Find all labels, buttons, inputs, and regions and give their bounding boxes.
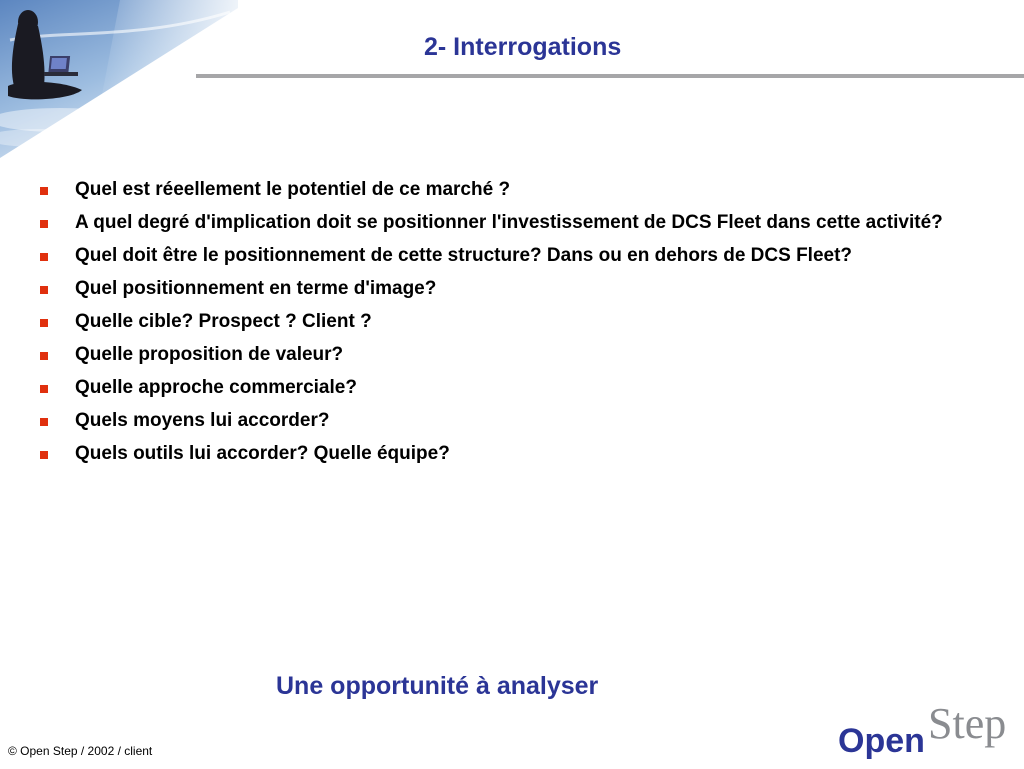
list-item xyxy=(40,243,970,269)
corner-photo xyxy=(0,0,238,158)
question-list xyxy=(40,177,970,474)
tagline: Une opportunité à analyser xyxy=(276,672,599,700)
title-divider xyxy=(196,74,1024,78)
list-item xyxy=(40,408,970,434)
openstep-logo-icon xyxy=(836,700,1024,764)
list-item-text: Quel est réeellement le potentiel de ce marché ? xyxy=(75,179,511,200)
square-bullet-icon xyxy=(40,253,48,261)
list-item-text: Quel doit être le positionnement de cette structure? Dans ou en dehors de DCS Fleet? xyxy=(75,245,853,266)
footer-copyright: © Open Step / 2002 / client xyxy=(8,744,153,758)
openstep-logo xyxy=(836,700,1024,764)
woman-laptop-photo-icon xyxy=(0,0,238,158)
square-bullet-icon xyxy=(40,451,48,459)
square-bullet-icon xyxy=(40,385,48,393)
list-item-text: Quels outils lui accorder? Quelle équipe? xyxy=(75,443,450,464)
square-bullet-icon xyxy=(40,220,48,228)
square-bullet-icon xyxy=(40,319,48,327)
list-item xyxy=(40,177,970,203)
list-item-text: Quelle approche commerciale? xyxy=(75,377,357,398)
list-item xyxy=(40,210,970,236)
list-item xyxy=(40,276,970,302)
list-item xyxy=(40,441,970,467)
list-item-text: Quelle cible? Prospect ? Client ? xyxy=(75,311,372,332)
square-bullet-icon xyxy=(40,352,48,360)
square-bullet-icon xyxy=(40,418,48,426)
logo-open-text: Open xyxy=(838,722,925,760)
list-item-text: Quels moyens lui accorder? xyxy=(75,410,330,431)
list-item xyxy=(40,375,970,401)
list-item-text: Quelle proposition de valeur? xyxy=(75,344,344,365)
square-bullet-icon xyxy=(40,187,48,195)
square-bullet-icon xyxy=(40,286,48,294)
logo-step-text: Step xyxy=(928,700,1007,748)
slide-title: 2- Interrogations xyxy=(424,33,622,61)
list-item xyxy=(40,342,970,368)
list-item-text: Quel positionnement en terme d'image? xyxy=(75,278,437,299)
list-item-text: A quel degré d'implication doit se positionner l'investissement de DCS Fleet dans cette activité? xyxy=(75,212,943,233)
list-item xyxy=(40,309,970,335)
